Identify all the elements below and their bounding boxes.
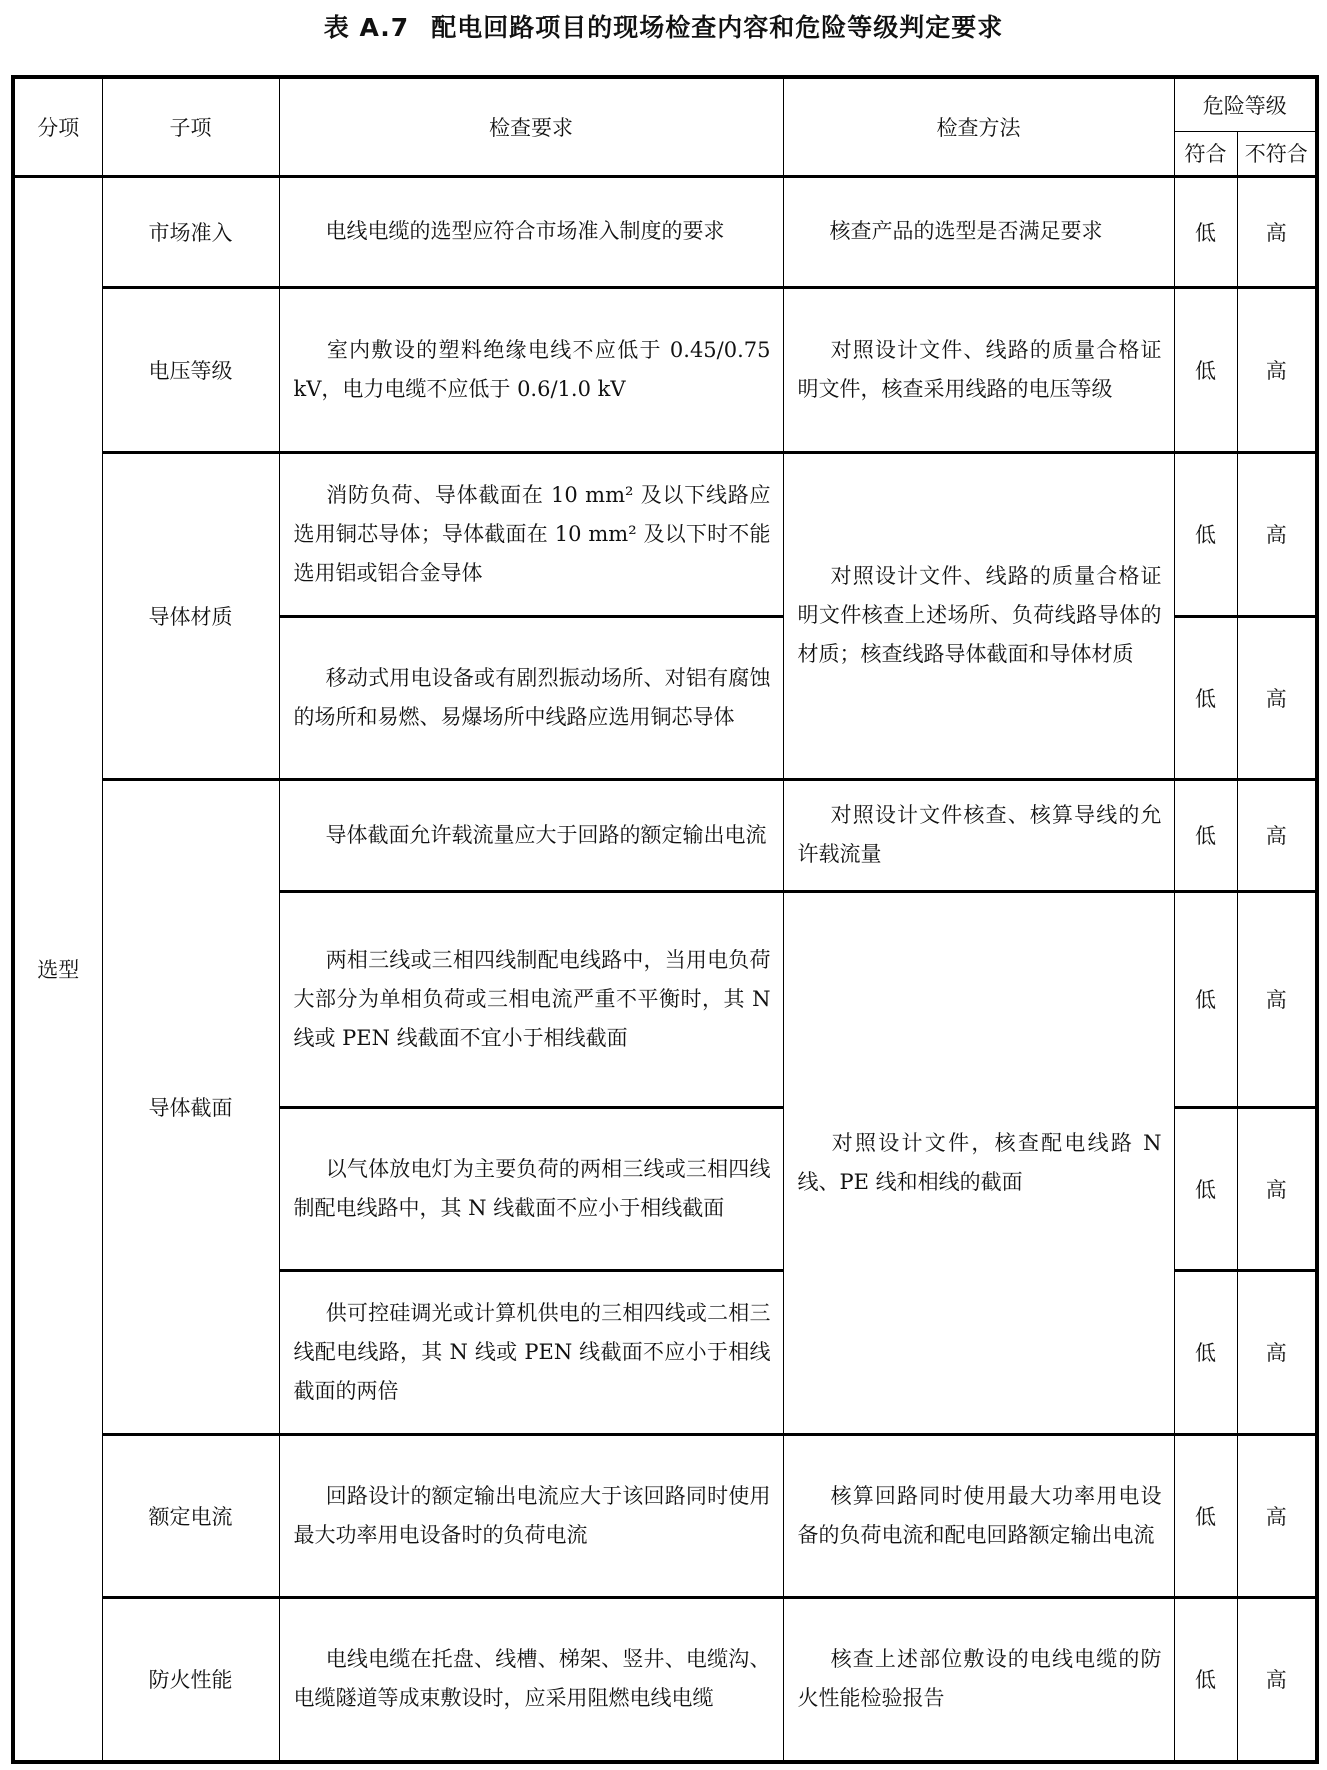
- noncompliant-cell: 高: [1237, 891, 1317, 1107]
- compliant-cell: 低: [1174, 779, 1237, 891]
- compliant-cell: 低: [1174, 452, 1237, 616]
- requirement-cell: 以气体放电灯为主要负荷的两相三线或三相四线制配电线路中，其 N 线截面不应小于相线截面: [279, 1107, 783, 1270]
- inspection-table: [11, 75, 1319, 1764]
- compliant-cell: 低: [1174, 616, 1237, 779]
- requirement-cell: 移动式用电设备或有剧烈振动场所、对铝有腐蚀的场所和易燃、易爆场所中线路应选用铜芯导体: [279, 616, 783, 779]
- table-row: [13, 287, 1317, 452]
- subitem-cell: 电压等级: [102, 287, 279, 452]
- compliant-cell: 低: [1174, 287, 1237, 452]
- header-risk-level: 危险等级: [1174, 77, 1317, 131]
- noncompliant-cell: 高: [1237, 616, 1317, 779]
- compliant-cell: 低: [1174, 1270, 1237, 1434]
- header-compliant: 符合: [1174, 131, 1237, 176]
- noncompliant-cell: 高: [1237, 1107, 1317, 1270]
- table-caption: 配电回路项目的现场检查内容和危险等级判定要求: [431, 13, 1004, 42]
- requirement-cell: 导体截面允许载流量应大于回路的额定输出电流: [279, 779, 783, 891]
- noncompliant-cell: 高: [1237, 1597, 1317, 1762]
- header-noncompliant: 不符合: [1237, 131, 1317, 176]
- method-cell: 对照设计文件、线路的质量合格证明文件，核查采用线路的电压等级: [783, 287, 1174, 452]
- requirement-cell: 室内敷设的塑料绝缘电线不应低于 0.45/0.75 kV，电力电缆不应低于 0.6/1.0 kV: [279, 287, 783, 452]
- header-category: 分项: [13, 77, 102, 176]
- compliant-cell: 低: [1174, 891, 1237, 1107]
- header-method: 检查方法: [783, 77, 1174, 176]
- subitem-cell: 防火性能: [102, 1597, 279, 1762]
- subitem-cell: 导体截面: [102, 779, 279, 1434]
- table-row: [13, 1434, 1317, 1597]
- method-cell: 对照设计文件核查、核算导线的允许载流量: [783, 779, 1174, 891]
- noncompliant-cell: 高: [1237, 452, 1317, 616]
- header-requirement: 检查要求: [279, 77, 783, 176]
- method-cell: 核算回路同时使用最大功率用电设备的负荷电流和配电回路额定输出电流: [783, 1434, 1174, 1597]
- requirement-cell: 消防负荷、导体截面在 10 mm² 及以下线路应选用铜芯导体；导体截面在 10 mm² 及以下时不能选用铝或铝合金导体: [279, 452, 783, 616]
- category-cell: 选型: [13, 176, 102, 1762]
- compliant-cell: 低: [1174, 1107, 1237, 1270]
- subitem-cell: 市场准入: [102, 176, 279, 287]
- requirement-cell: 两相三线或三相四线制配电线路中，当用电负荷大部分为单相负荷或三相电流严重不平衡时，其 N 线或 PEN 线截面不宜小于相线截面: [279, 891, 783, 1107]
- compliant-cell: 低: [1174, 1597, 1237, 1762]
- noncompliant-cell: 高: [1237, 176, 1317, 287]
- table-title: [0, 8, 1327, 44]
- noncompliant-cell: 高: [1237, 1434, 1317, 1597]
- table-row: [13, 452, 1317, 616]
- subitem-cell: 导体材质: [102, 452, 279, 779]
- method-cell: 对照设计文件、线路的质量合格证明文件核查上述场所、负荷线路导体的材质；核查线路导体截面和导体材质: [783, 452, 1174, 779]
- header-subitem: 子项: [102, 77, 279, 176]
- table-row: [13, 1597, 1317, 1762]
- table-row: [13, 176, 1317, 287]
- method-cell: 核查上述部位敷设的电线电缆的防火性能检验报告: [783, 1597, 1174, 1762]
- noncompliant-cell: 高: [1237, 287, 1317, 452]
- requirement-cell: 电线电缆的选型应符合市场准入制度的要求: [279, 176, 783, 287]
- requirement-cell: 供可控硅调光或计算机供电的三相四线或二相三线配电线路，其 N 线或 PEN 线截面不应小于相线截面的两倍: [279, 1270, 783, 1434]
- subitem-cell: 额定电流: [102, 1434, 279, 1597]
- table-row: [13, 779, 1317, 891]
- table-number: 表 A.7: [323, 13, 410, 42]
- requirement-cell: 回路设计的额定输出电流应大于该回路同时使用最大功率用电设备时的负荷电流: [279, 1434, 783, 1597]
- noncompliant-cell: 高: [1237, 1270, 1317, 1434]
- noncompliant-cell: 高: [1237, 779, 1317, 891]
- compliant-cell: 低: [1174, 1434, 1237, 1597]
- compliant-cell: 低: [1174, 176, 1237, 287]
- method-cell: 核查产品的选型是否满足要求: [783, 176, 1174, 287]
- requirement-cell: 电线电缆在托盘、线槽、梯架、竖井、电缆沟、电缆隧道等成束敷设时，应采用阻燃电线电缆: [279, 1597, 783, 1762]
- method-cell: 对照设计文件，核查配电线路 N 线、PE 线和相线的截面: [783, 891, 1174, 1434]
